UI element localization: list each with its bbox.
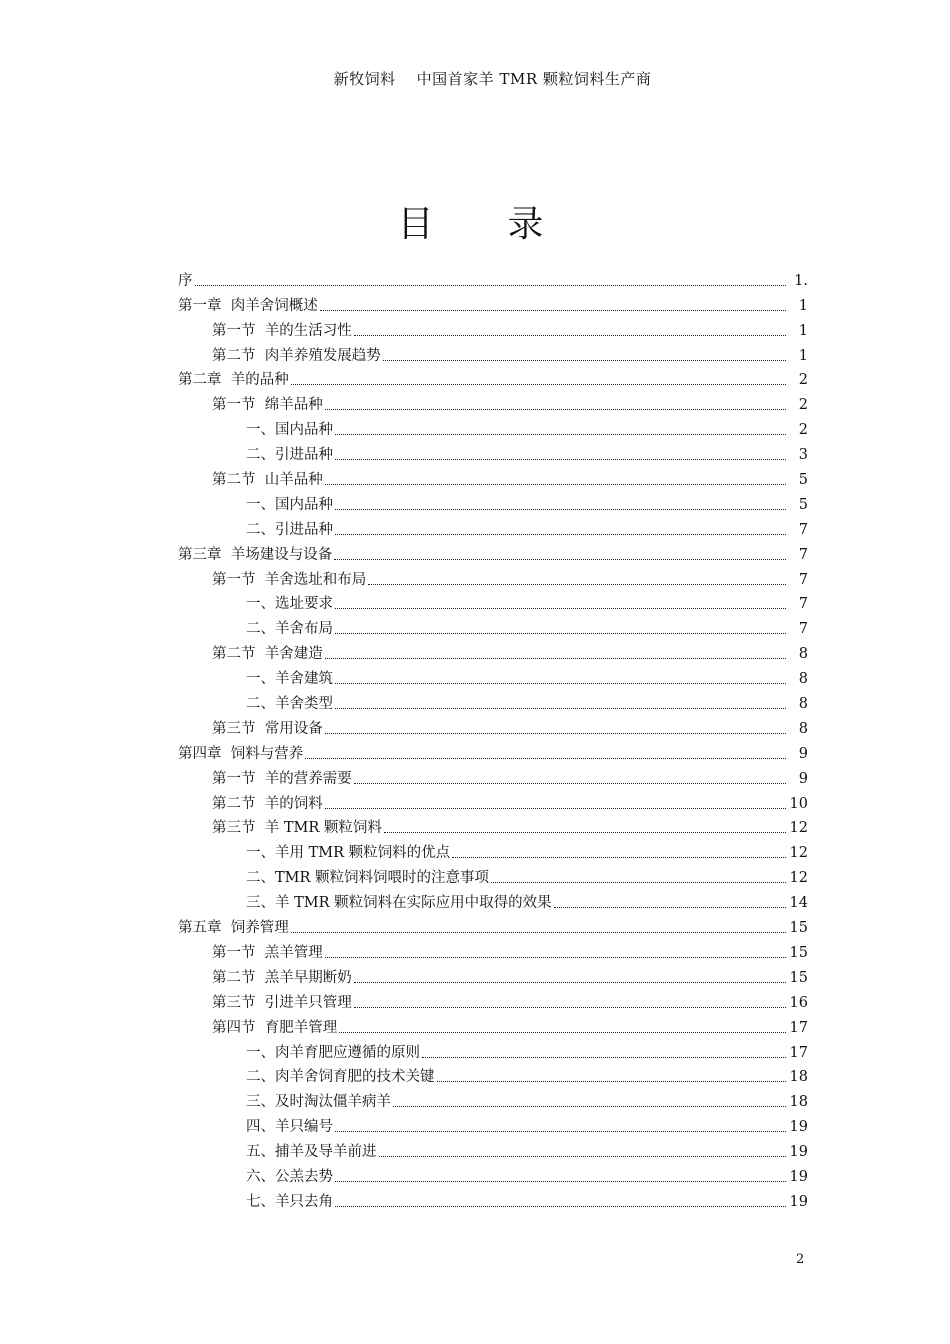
toc-entry-page: 2	[798, 397, 808, 414]
toc-dot-leader	[354, 982, 786, 983]
toc-entry-page: 5	[798, 472, 808, 489]
toc-entry[interactable]	[178, 489, 808, 514]
toc-entry-title: 一、羊用 TMR 颗粒饲料的优点	[246, 845, 451, 862]
toc-entry-title: 四、羊只编号	[246, 1119, 333, 1136]
toc-dot-leader	[452, 857, 786, 858]
toc-entry[interactable]	[178, 589, 808, 614]
toc-dot-leader	[195, 285, 787, 286]
toc-entry-title: 五、捕羊及导羊前进	[246, 1144, 377, 1161]
toc-dot-leader	[554, 907, 786, 908]
toc-entry-title: 七、羊只去角	[246, 1193, 333, 1210]
toc-entry-page: 18	[789, 1094, 808, 1111]
toc-dot-leader	[335, 434, 786, 435]
toc-entry[interactable]	[178, 1012, 808, 1037]
toc-entry-page: 7	[798, 621, 808, 638]
toc-entry[interactable]	[178, 1161, 808, 1186]
toc-entry-title: 第二节 羊舍建造	[212, 646, 323, 663]
toc-entry-title: 第一节 羊舍选址和布局	[212, 571, 367, 588]
toc-dot-leader	[335, 534, 786, 535]
toc-entry-title: 序	[178, 272, 193, 289]
toc-dot-leader	[325, 409, 786, 410]
toc-entry[interactable]	[178, 1037, 808, 1062]
toc-dot-leader	[491, 882, 786, 883]
toc-entry[interactable]	[178, 613, 808, 638]
toc-entry[interactable]	[178, 1111, 808, 1136]
toc-dot-leader	[291, 932, 786, 933]
toc-entry[interactable]	[178, 389, 808, 414]
toc-entry-title: 一、国内品种	[246, 496, 333, 513]
toc-dot-leader	[339, 1032, 786, 1033]
toc-dot-leader	[354, 783, 786, 784]
toc-entry-page: 19	[789, 1144, 808, 1161]
toc-entry[interactable]	[178, 813, 808, 838]
table-of-contents	[178, 265, 808, 1211]
toc-entry-title: 二、羊舍类型	[246, 696, 333, 713]
toc-dot-leader	[384, 832, 786, 833]
toc-entry[interactable]	[178, 688, 808, 713]
toc-entry-title: 一、国内品种	[246, 422, 333, 439]
toc-dot-leader	[437, 1081, 787, 1082]
toc-entry-page: 9	[798, 745, 808, 762]
toc-entry[interactable]	[178, 788, 808, 813]
toc-entry-page: 15	[789, 969, 808, 986]
toc-entry[interactable]	[178, 464, 808, 489]
toc-entry[interactable]	[178, 1186, 808, 1211]
toc-dot-leader	[354, 1007, 786, 1008]
toc-entry[interactable]	[178, 937, 808, 962]
page-number: 2	[796, 1252, 805, 1267]
toc-entry-title: 第三节 常用设备	[212, 720, 323, 737]
toc-entry-title: 第一节 羊的生活习性	[212, 322, 352, 339]
toc-dot-leader	[335, 683, 786, 684]
toc-entry-page: 17	[789, 1044, 808, 1061]
toc-entry-page: 15	[789, 944, 808, 961]
toc-entry[interactable]	[178, 265, 808, 290]
toc-entry-title: 第四章 饲料与营养	[178, 745, 304, 762]
toc-entry-page: 7	[798, 546, 808, 563]
toc-entry[interactable]	[178, 315, 808, 340]
toc-entry-page: 1.	[794, 272, 808, 289]
toc-entry-title: 一、选址要求	[246, 596, 333, 613]
toc-dot-leader	[320, 310, 786, 311]
toc-entry-page: 8	[798, 696, 808, 713]
toc-entry-page: 18	[789, 1069, 808, 1086]
toc-entry-page: 12	[789, 870, 808, 887]
toc-entry-title: 三、及时淘汰僵羊病羊	[246, 1094, 391, 1111]
toc-entry-title: 第一节 羊的营养需要	[212, 770, 352, 787]
toc-entry-title: 第五章 饲养管理	[178, 920, 289, 937]
toc-entry-page: 12	[789, 845, 808, 862]
toc-entry-page: 19	[789, 1119, 808, 1136]
toc-entry-title: 二、羊舍布局	[246, 621, 333, 638]
toc-entry-page: 10	[789, 795, 808, 812]
toc-entry-page: 16	[789, 994, 808, 1011]
toc-entry-page: 12	[789, 820, 808, 837]
toc-entry-page: 7	[798, 596, 808, 613]
toc-entry-title: 二、TMR 颗粒饲料饲喂时的注意事项	[246, 870, 490, 887]
toc-dot-leader	[335, 1206, 786, 1207]
toc-title: 目录	[397, 204, 618, 246]
toc-dot-leader	[335, 708, 786, 709]
toc-entry-title: 第二节 羊的饲料	[212, 795, 323, 812]
toc-entry[interactable]	[178, 738, 808, 763]
toc-dot-leader	[325, 484, 786, 485]
toc-entry[interactable]	[178, 1136, 808, 1161]
toc-dot-leader	[325, 808, 786, 809]
toc-entry-page: 19	[789, 1168, 808, 1185]
toc-entry-page: 5	[798, 496, 808, 513]
toc-entry[interactable]	[178, 539, 808, 564]
toc-entry-page: 17	[789, 1019, 808, 1036]
toc-dot-leader	[305, 758, 786, 759]
toc-entry-title: 一、肉羊育肥应遵循的原则	[246, 1044, 420, 1061]
toc-entry[interactable]	[178, 638, 808, 663]
toc-entry-title: 第二节 山羊品种	[212, 472, 323, 489]
toc-entry[interactable]	[178, 663, 808, 688]
toc-entry[interactable]	[178, 365, 808, 390]
toc-dot-leader	[335, 509, 786, 510]
toc-entry[interactable]	[178, 862, 808, 887]
toc-entry-page: 3	[798, 447, 808, 464]
toc-dot-leader	[335, 1181, 786, 1182]
toc-entry[interactable]	[178, 987, 808, 1012]
toc-entry-page: 15	[789, 920, 808, 937]
toc-entry-page: 1	[798, 322, 808, 339]
toc-entry[interactable]	[178, 439, 808, 464]
toc-entry-page: 2	[798, 372, 808, 389]
toc-entry-title: 第一节 羔羊管理	[212, 944, 323, 961]
toc-entry[interactable]	[178, 763, 808, 788]
toc-dot-leader	[393, 1106, 786, 1107]
toc-entry[interactable]	[178, 1086, 808, 1111]
toc-dot-leader	[334, 559, 786, 560]
toc-dot-leader	[325, 733, 786, 734]
toc-entry-title: 第一节 绵羊品种	[212, 397, 323, 414]
toc-entry-title: 第二章 羊的品种	[178, 372, 289, 389]
toc-entry-title: 第三节 羊 TMR 颗粒饲料	[212, 820, 382, 837]
toc-entry-page: 14	[789, 895, 808, 912]
toc-entry-title: 二、肉羊舍饲育肥的技术关键	[246, 1069, 435, 1086]
toc-entry-title: 第二节 羔羊早期断奶	[212, 969, 352, 986]
toc-entry[interactable]	[178, 514, 808, 539]
toc-entry-page: 8	[798, 720, 808, 737]
toc-dot-leader	[325, 658, 786, 659]
page-header: 新牧饲料 中国首家羊 TMR 颗粒饲料生产商	[333, 70, 652, 88]
toc-dot-leader	[383, 360, 786, 361]
toc-entry[interactable]	[178, 290, 808, 315]
toc-dot-leader	[422, 1057, 786, 1058]
toc-entry-title: 一、羊舍建筑	[246, 671, 333, 688]
toc-entry[interactable]	[178, 564, 808, 589]
toc-entry[interactable]	[178, 912, 808, 937]
toc-dot-leader	[354, 335, 786, 336]
toc-entry[interactable]	[178, 837, 808, 862]
toc-dot-leader	[335, 1131, 786, 1132]
toc-entry-page: 19	[789, 1193, 808, 1210]
toc-entry[interactable]	[178, 340, 808, 365]
toc-entry[interactable]	[178, 1062, 808, 1087]
toc-entry-title: 第一章 肉羊舍饲概述	[178, 297, 318, 314]
toc-entry-title: 二、引进品种	[246, 521, 333, 538]
toc-entry-title: 三、羊 TMR 颗粒饲料在实际应用中取得的效果	[246, 895, 552, 912]
toc-entry-page: 8	[798, 646, 808, 663]
toc-entry-title: 第二节 肉羊养殖发展趋势	[212, 347, 381, 364]
toc-entry-page: 7	[798, 521, 808, 538]
toc-entry-title: 六、公羔去势	[246, 1168, 333, 1185]
toc-dot-leader	[368, 584, 786, 585]
toc-dot-leader	[325, 957, 786, 958]
toc-entry-page: 2	[798, 422, 808, 439]
toc-dot-leader	[335, 608, 786, 609]
toc-dot-leader	[291, 384, 786, 385]
toc-entry-title: 第四节 育肥羊管理	[212, 1019, 338, 1036]
toc-entry-page: 7	[798, 571, 808, 588]
toc-entry-title: 第三节 引进羊只管理	[212, 994, 352, 1011]
toc-entry[interactable]	[178, 962, 808, 987]
toc-entry[interactable]	[178, 414, 808, 439]
toc-entry[interactable]	[178, 713, 808, 738]
toc-entry-title: 第三章 羊场建设与设备	[178, 546, 333, 563]
toc-dot-leader	[335, 459, 786, 460]
toc-entry-page: 9	[798, 770, 808, 787]
toc-entry-page: 1	[798, 347, 808, 364]
toc-entry-page: 8	[798, 671, 808, 688]
toc-entry-page: 1	[798, 297, 808, 314]
toc-dot-leader	[379, 1156, 787, 1157]
toc-dot-leader	[335, 633, 786, 634]
toc-entry-title: 二、引进品种	[246, 447, 333, 464]
toc-entry[interactable]	[178, 887, 808, 912]
